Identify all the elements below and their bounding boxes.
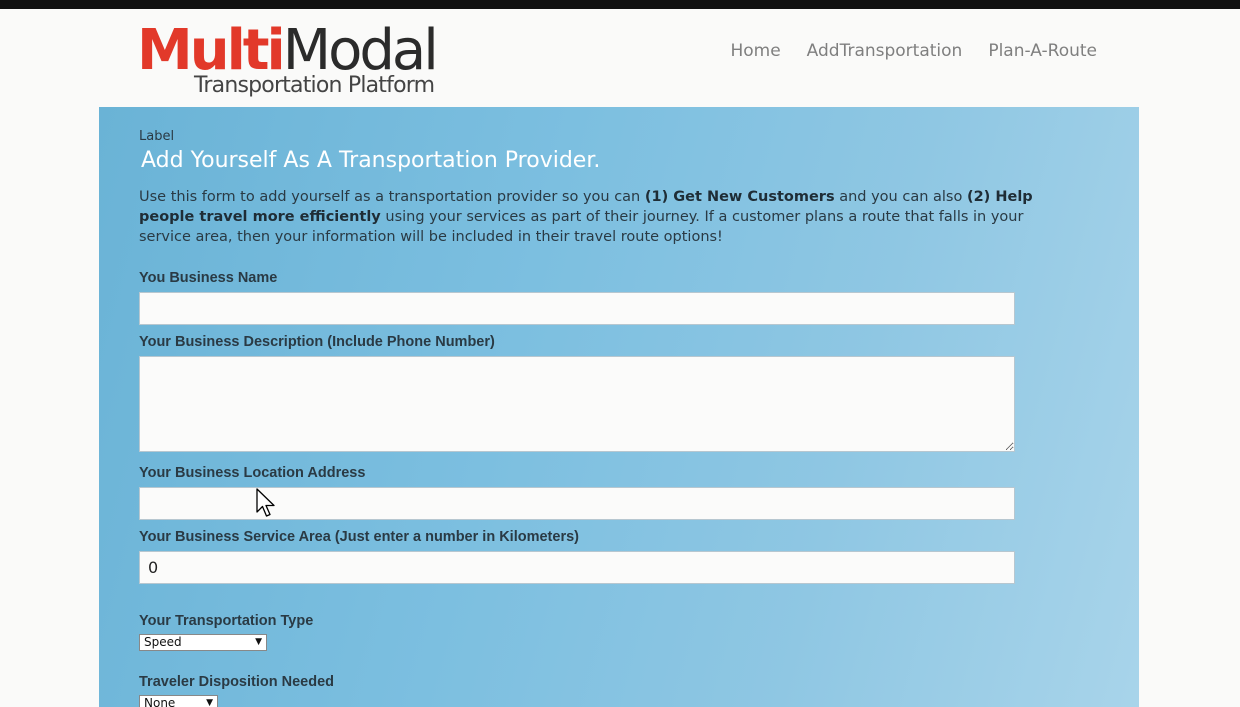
site-header: [0, 9, 1240, 107]
nav-add-transportation-link[interactable]: AddTransportation: [806, 41, 963, 61]
form-panel: [99, 107, 1139, 707]
transport-type-select[interactable]: [139, 634, 267, 651]
chevron-down-icon: ▼: [206, 698, 213, 707]
traveler-disposition-label: Traveler Disposition Needed: [139, 674, 335, 690]
desc-text-3: using your services as part of their journey. If a customer plans a route that falls in your service area, then your information will be included in their travel route options!: [139, 209, 1024, 245]
traveler-disposition-selected: None: [144, 696, 176, 707]
form-description: [139, 187, 1079, 247]
logo-multi-text: Multi: [137, 18, 283, 83]
logo-subtitle: Transportation Platform: [194, 73, 435, 98]
transport-type-selected: Speed: [144, 635, 182, 649]
transport-type-label: Your Transportation Type: [139, 613, 314, 629]
business-description-label: Your Business Description (Include Phone Number): [139, 334, 495, 350]
main-nav: [730, 41, 1097, 61]
desc-text-1: Use this form to add yourself as a transportation provider so you can: [139, 189, 645, 205]
service-area-label: Your Business Service Area (Just enter a number in Kilometers): [139, 529, 579, 545]
business-location-label: Your Business Location Address: [139, 465, 366, 481]
business-name-input[interactable]: [139, 292, 1015, 325]
nav-plan-a-route-link[interactable]: Plan-A-Route: [988, 41, 1097, 61]
logo-wordmark: [137, 18, 447, 83]
mouse-cursor-icon: [256, 488, 278, 520]
form-content: [139, 129, 1079, 247]
chevron-down-icon: ▼: [255, 637, 262, 647]
top-bar: [0, 0, 1240, 9]
traveler-disposition-select[interactable]: [139, 695, 218, 707]
desc-text-2: and you can also: [834, 189, 967, 205]
form-small-label: Label: [139, 129, 175, 144]
business-description-textarea[interactable]: [139, 356, 1015, 452]
desc-bold-2: (2) Help people travel more efficiently: [139, 189, 1033, 225]
desc-bold-1: (1) Get New Customers: [644, 189, 835, 205]
service-area-input[interactable]: [139, 551, 1015, 584]
nav-home-link[interactable]: Home: [730, 41, 781, 61]
page-title: Add Yourself As A Transportation Provider.: [141, 148, 601, 173]
site-logo[interactable]: [137, 18, 447, 98]
logo-modal-text: Modal: [282, 18, 436, 83]
business-name-label: You Business Name: [139, 270, 278, 286]
